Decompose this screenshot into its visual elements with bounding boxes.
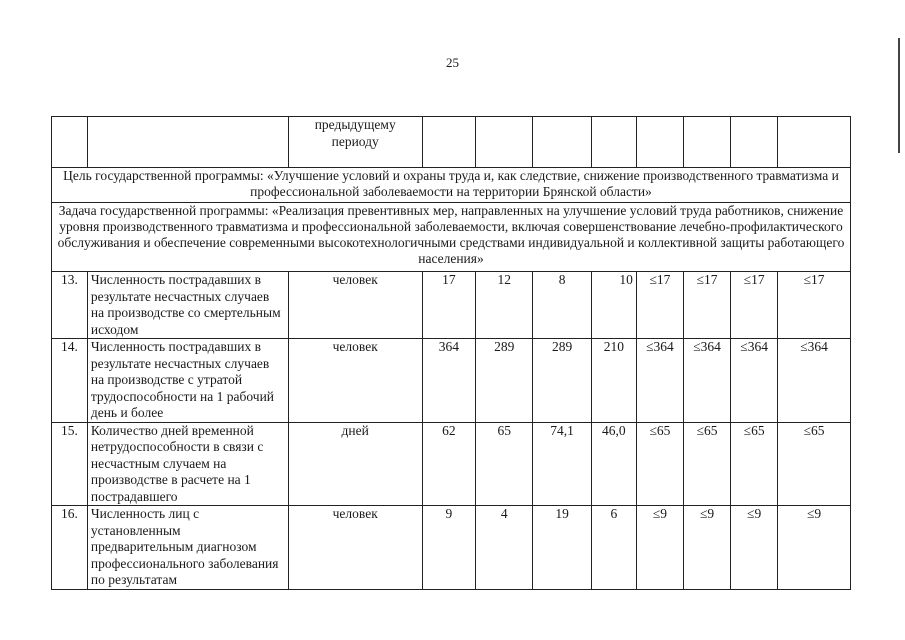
value-cell: 8 <box>533 272 591 339</box>
header-value-cell <box>731 117 778 168</box>
unit-cell: человек <box>288 339 422 423</box>
header-value-cell <box>778 117 851 168</box>
value-cell: ≤9 <box>778 506 851 590</box>
value-cell: 62 <box>422 422 475 506</box>
value-cell: ≤17 <box>636 272 683 339</box>
value-cell: ≤65 <box>778 422 851 506</box>
value-cell: ≤364 <box>731 339 778 423</box>
value-cell: 12 <box>476 272 533 339</box>
goal-row <box>52 168 851 203</box>
table-row <box>52 506 851 590</box>
indicator-name: Численность пострадавших в результате несчастных случаев на производстве с утратой трудоспособности на 1 рабочий день и более <box>87 339 288 423</box>
unit-cell: человек <box>288 272 422 339</box>
page-number: 25 <box>446 55 459 70</box>
indicator-name: Численность лиц с установленным предварительным диагнозом профессионального заболевания по результатам <box>87 506 288 590</box>
value-cell: 65 <box>476 422 533 506</box>
value-cell: ≤364 <box>636 339 683 423</box>
value-cell: ≤65 <box>683 422 730 506</box>
value-cell: 289 <box>533 339 591 423</box>
unit-cell: человек <box>288 506 422 590</box>
value-cell: 210 <box>591 339 636 423</box>
value-cell: ≤17 <box>778 272 851 339</box>
row-number: 16. <box>52 506 88 590</box>
unit-cell: дней <box>288 422 422 506</box>
header-value-cell <box>636 117 683 168</box>
value-cell: ≤65 <box>731 422 778 506</box>
header-value-cell <box>533 117 591 168</box>
value-cell: 74,1 <box>533 422 591 506</box>
row-number: 13. <box>52 272 88 339</box>
indicators-table <box>51 116 851 590</box>
table-row <box>52 339 851 423</box>
table-row <box>52 272 851 339</box>
indicator-name: Количество дней временной нетрудоспособности в связи с несчастным случаем на производстве в расчете на 1 пострадавшего <box>87 422 288 506</box>
table-row <box>52 422 851 506</box>
header-value-cell <box>422 117 475 168</box>
value-cell: ≤364 <box>683 339 730 423</box>
header-indicator-cell <box>87 117 288 168</box>
row-number: 14. <box>52 339 88 423</box>
scan-edge-mark <box>898 38 900 153</box>
header-continuation-row <box>52 117 851 168</box>
header-unit-cell: предыдущему периоду <box>288 117 422 168</box>
value-cell: ≤364 <box>778 339 851 423</box>
program-goal-text: Цель государственной программы: «Улучшение условий и охраны труда и, как следствие, снижение производственного травматизма и профессиональной заболеваемости на территории Брянской области» <box>52 168 851 203</box>
value-cell: 19 <box>533 506 591 590</box>
value-cell: ≤17 <box>731 272 778 339</box>
header-value-cell <box>476 117 533 168</box>
value-cell: 10 <box>591 272 636 339</box>
row-number: 15. <box>52 422 88 506</box>
header-value-cell <box>591 117 636 168</box>
value-cell: 46,0 <box>591 422 636 506</box>
value-cell: ≤9 <box>636 506 683 590</box>
value-cell: ≤9 <box>731 506 778 590</box>
value-cell: 6 <box>591 506 636 590</box>
value-cell: 17 <box>422 272 475 339</box>
indicator-name: Численность пострадавших в результате несчастных случаев на производстве со смертельным исходом <box>87 272 288 339</box>
value-cell: 289 <box>476 339 533 423</box>
value-cell: 364 <box>422 339 475 423</box>
program-task-text: Задача государственной программы: «Реализация превентивных мер, направленных на улучшение условий труда работников, снижение уровня производственного травматизма и профессиональной заболеваемости, включая совершенствование лечебно-профилактического обслуживания и обеспечение современными высокотехнологичными средствами индивидуальной и коллективной защиты работающего населения» <box>52 203 851 272</box>
value-cell: 4 <box>476 506 533 590</box>
value-cell: ≤9 <box>683 506 730 590</box>
value-cell: 9 <box>422 506 475 590</box>
value-cell: ≤17 <box>683 272 730 339</box>
header-value-cell <box>683 117 730 168</box>
value-cell: ≤65 <box>636 422 683 506</box>
task-row <box>52 203 851 272</box>
header-num-cell <box>52 117 88 168</box>
